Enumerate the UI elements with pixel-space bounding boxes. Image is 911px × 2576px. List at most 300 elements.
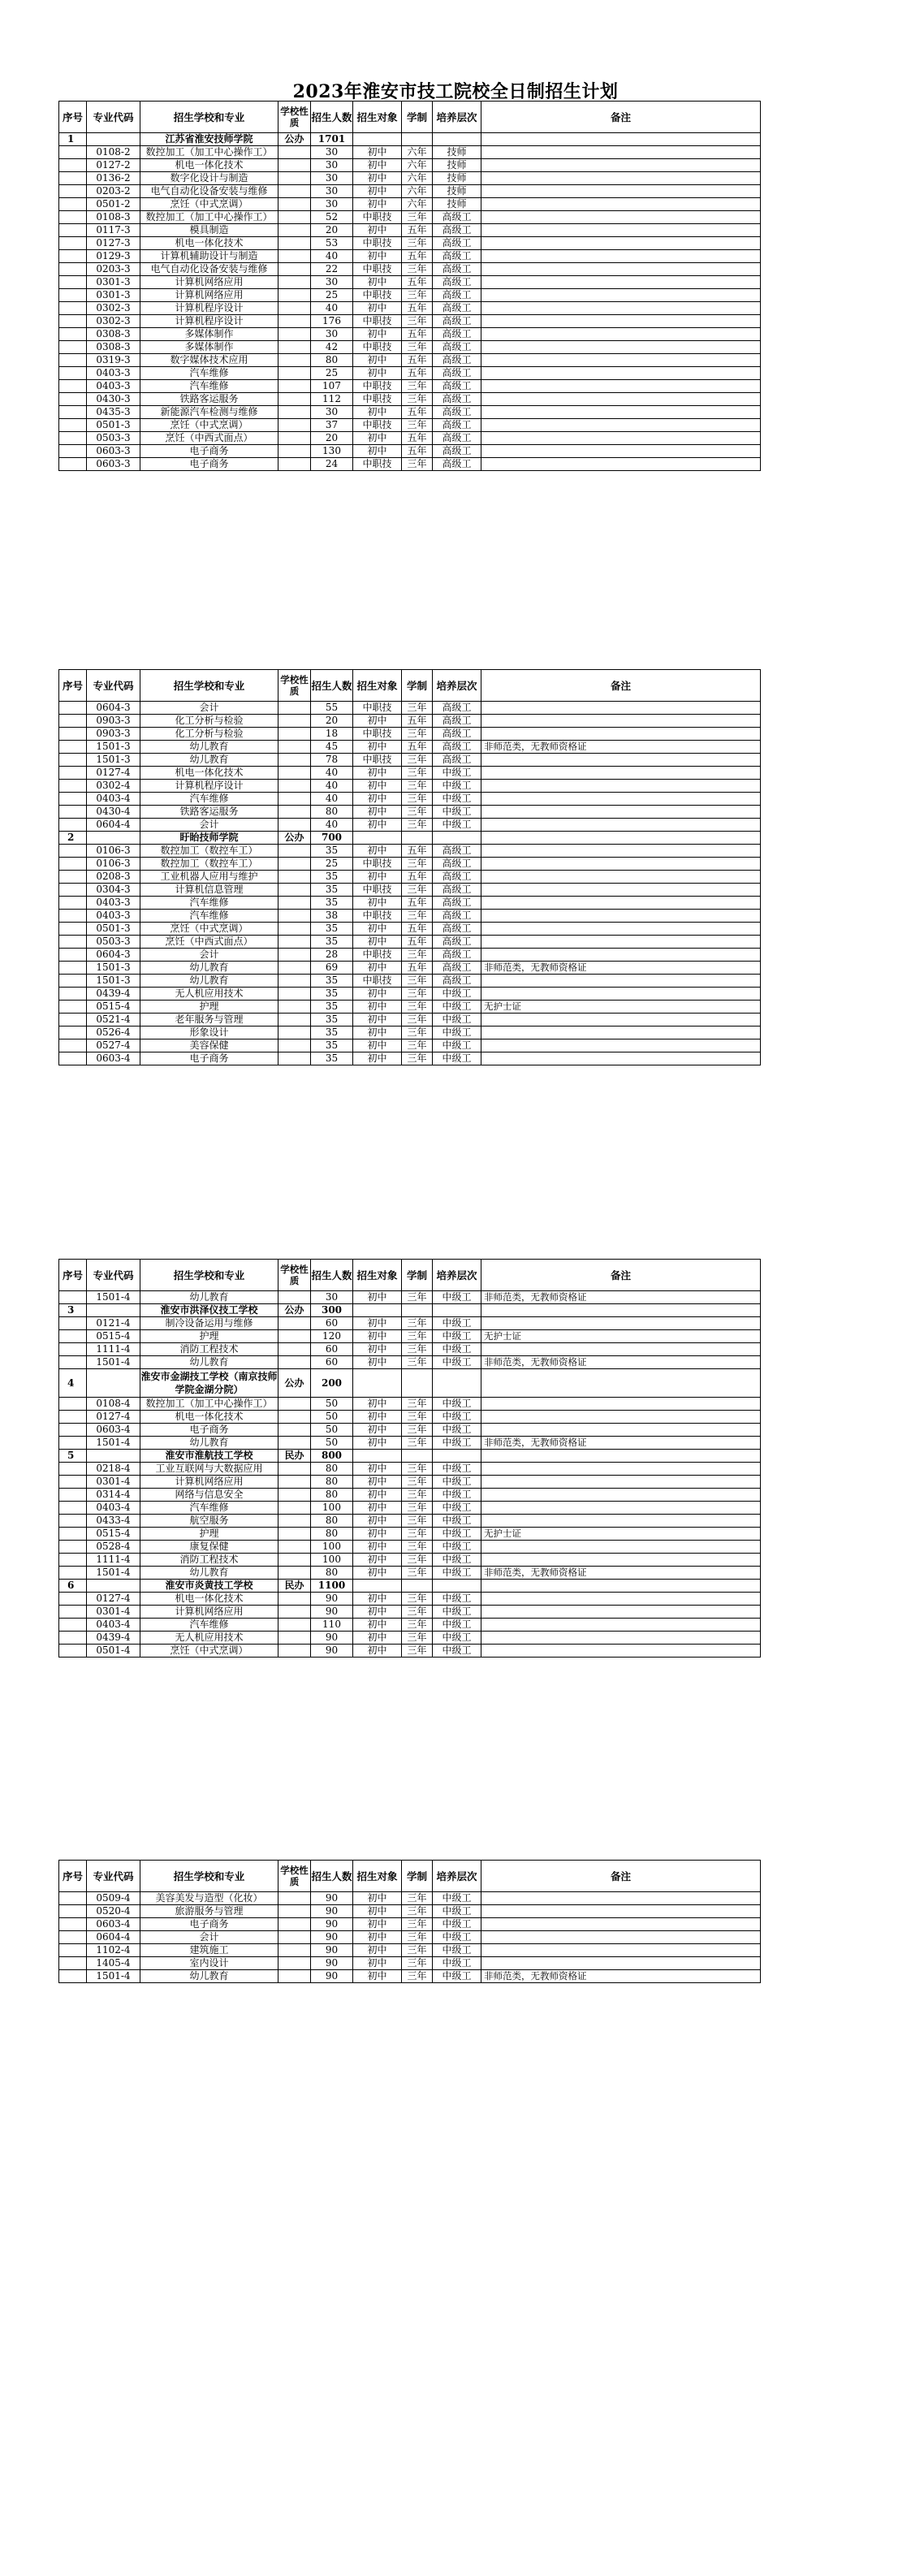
cell-program: 机电一体化技术	[140, 767, 278, 780]
cell-target: 初中	[353, 1528, 402, 1541]
cell-duration: 三年	[402, 1411, 433, 1424]
cell-remarks	[481, 276, 761, 289]
table-row	[59, 949, 761, 962]
cell-duration: 三年	[402, 1892, 433, 1905]
cell-school-type	[278, 159, 311, 172]
cell-enrollment: 40	[311, 780, 353, 793]
cell-school-type	[278, 1515, 311, 1528]
cell-remarks	[481, 328, 761, 341]
cell-target: 初中	[353, 1437, 402, 1450]
cell-target: 初中	[353, 185, 402, 198]
cell-school-type	[278, 1489, 311, 1502]
cell-target: 初中	[353, 302, 402, 315]
header-duration: 学制	[402, 670, 433, 702]
cell-level: 高级工	[433, 263, 481, 276]
cell-target: 初中	[353, 159, 402, 172]
cell-program: 护理	[140, 1528, 278, 1541]
cell-enrollment: 60	[311, 1317, 353, 1330]
table-row	[59, 884, 761, 897]
cell-target: 初中	[353, 1027, 402, 1039]
cell-remarks	[481, 172, 761, 185]
cell-remarks	[481, 949, 761, 962]
table-row	[59, 432, 761, 445]
cell-remarks	[481, 224, 761, 237]
cell-enrollment: 35	[311, 871, 353, 884]
cell-level: 中级工	[433, 1645, 481, 1658]
cell-level: 技师	[433, 172, 481, 185]
header-enrollment: 招生人数	[311, 1260, 353, 1291]
cell-enrollment: 35	[311, 923, 353, 936]
cell-program: 电子商务	[140, 1918, 278, 1931]
cell-program: 数字媒体技术应用	[140, 354, 278, 367]
cell-level: 中级工	[433, 1528, 481, 1541]
cell-program: 淮安市炎黄技工学校	[140, 1580, 278, 1593]
cell-enrollment: 700	[311, 832, 353, 845]
cell-program: 计算机网络应用	[140, 1606, 278, 1619]
table-row	[59, 1317, 761, 1330]
table-row	[59, 1437, 761, 1450]
cell-duration: 三年	[402, 767, 433, 780]
cell-level	[433, 832, 481, 845]
table-row	[59, 1489, 761, 1502]
cell-program: 计算机网络应用	[140, 289, 278, 302]
cell-level: 中级工	[433, 1567, 481, 1580]
cell-school-type	[278, 1892, 311, 1905]
cell-duration: 三年	[402, 780, 433, 793]
cell-remarks	[481, 884, 761, 897]
table-row	[59, 871, 761, 884]
table-row	[59, 1645, 761, 1658]
cell-level: 中级工	[433, 1027, 481, 1039]
cell-level: 高级工	[433, 715, 481, 728]
cell-target	[353, 1450, 402, 1463]
cell-remarks	[481, 819, 761, 832]
cell-school-type	[278, 884, 311, 897]
cell-level: 中级工	[433, 1356, 481, 1369]
cell-school-type	[278, 1398, 311, 1411]
cell-program: 幼儿教育	[140, 1437, 278, 1450]
cell-duration: 三年	[402, 1291, 433, 1304]
cell-level: 中级工	[433, 1330, 481, 1343]
cell-code: 0603-4	[87, 1424, 140, 1437]
header-target: 招生对象	[353, 102, 402, 133]
cell-seq	[59, 1039, 87, 1052]
cell-target: 初中	[353, 432, 402, 445]
cell-code: 0903-3	[87, 728, 140, 741]
cell-school-type	[278, 715, 311, 728]
cell-program: 新能源汽车检测与维修	[140, 406, 278, 419]
cell-code: 0208-3	[87, 871, 140, 884]
cell-program: 航空服务	[140, 1515, 278, 1528]
table-row	[59, 1463, 761, 1476]
cell-school-type	[278, 1356, 311, 1369]
cell-code: 0501-3	[87, 419, 140, 432]
cell-code: 0127-4	[87, 1411, 140, 1424]
cell-remarks	[481, 728, 761, 741]
cell-program: 机电一体化技术	[140, 159, 278, 172]
cell-remarks	[481, 406, 761, 419]
cell-enrollment: 30	[311, 159, 353, 172]
cell-enrollment: 40	[311, 767, 353, 780]
cell-seq	[59, 1476, 87, 1489]
cell-seq	[59, 1905, 87, 1918]
cell-program: 无人机应用技术	[140, 1632, 278, 1645]
cell-remarks	[481, 1541, 761, 1554]
cell-code: 0430-3	[87, 393, 140, 406]
cell-seq	[59, 289, 87, 302]
cell-duration	[402, 133, 433, 146]
cell-level: 中级工	[433, 1632, 481, 1645]
cell-code: 0302-3	[87, 302, 140, 315]
cell-seq	[59, 276, 87, 289]
cell-remarks	[481, 211, 761, 224]
cell-program: 数控加工（加工中心操作工）	[140, 146, 278, 159]
cell-code: 0526-4	[87, 1027, 140, 1039]
cell-duration: 三年	[402, 949, 433, 962]
header-level: 培养层次	[433, 670, 481, 702]
cell-enrollment: 40	[311, 250, 353, 263]
cell-remarks	[481, 458, 761, 471]
cell-level: 高级工	[433, 458, 481, 471]
cell-level: 技师	[433, 159, 481, 172]
cell-school-type	[278, 793, 311, 806]
cell-remarks	[481, 315, 761, 328]
cell-school-type: 公办	[278, 832, 311, 845]
cell-remarks: 非师范类，无教师资格证	[481, 741, 761, 754]
cell-target: 中职技	[353, 858, 402, 871]
table-row	[59, 767, 761, 780]
table-row	[59, 1619, 761, 1632]
cell-seq	[59, 1437, 87, 1450]
cell-remarks	[481, 702, 761, 715]
cell-remarks	[481, 1944, 761, 1957]
cell-code: 0127-4	[87, 767, 140, 780]
cell-code: 0604-4	[87, 1931, 140, 1944]
cell-level: 中级工	[433, 1502, 481, 1515]
cell-program: 铁路客运服务	[140, 393, 278, 406]
cell-level: 高级工	[433, 871, 481, 884]
cell-target: 中职技	[353, 211, 402, 224]
cell-school-type	[278, 1317, 311, 1330]
cell-level: 高级工	[433, 250, 481, 263]
cell-target: 初中	[353, 146, 402, 159]
cell-program: 计算机程序设计	[140, 315, 278, 328]
cell-duration: 三年	[402, 1931, 433, 1944]
cell-school-type	[278, 936, 311, 949]
cell-target	[353, 1304, 402, 1317]
cell-seq	[59, 1001, 87, 1014]
table-row	[59, 819, 761, 832]
cell-level: 高级工	[433, 328, 481, 341]
table-row	[59, 302, 761, 315]
cell-school-type	[278, 1554, 311, 1567]
cell-remarks	[481, 198, 761, 211]
cell-duration: 三年	[402, 1356, 433, 1369]
cell-seq	[59, 1424, 87, 1437]
cell-school-type	[278, 432, 311, 445]
cell-code: 0108-4	[87, 1398, 140, 1411]
cell-level	[433, 1450, 481, 1463]
cell-school-type	[278, 858, 311, 871]
cell-school-type	[278, 1437, 311, 1450]
cell-level: 中级工	[433, 1317, 481, 1330]
cell-remarks	[481, 897, 761, 910]
cell-level: 高级工	[433, 897, 481, 910]
cell-enrollment: 35	[311, 1052, 353, 1065]
header-code: 专业代码	[87, 102, 140, 133]
cell-seq	[59, 458, 87, 471]
cell-remarks	[481, 1645, 761, 1658]
cell-code: 0108-3	[87, 211, 140, 224]
cell-program: 工业机器人应用与维护	[140, 871, 278, 884]
cell-school-type	[278, 767, 311, 780]
table-row	[59, 858, 761, 871]
cell-remarks: 无护士证	[481, 1528, 761, 1541]
cell-program: 幼儿教育	[140, 1356, 278, 1369]
table-row	[59, 159, 761, 172]
cell-school-type	[278, 1957, 311, 1970]
cell-target: 初中	[353, 1039, 402, 1052]
cell-remarks	[481, 1489, 761, 1502]
cell-school-type	[278, 289, 311, 302]
cell-school-type	[278, 1528, 311, 1541]
cell-seq	[59, 211, 87, 224]
cell-target	[353, 832, 402, 845]
cell-seq: 1	[59, 133, 87, 146]
cell-school-type	[278, 897, 311, 910]
cell-remarks	[481, 1593, 761, 1606]
cell-program: 数字化设计与制造	[140, 172, 278, 185]
cell-duration: 三年	[402, 1515, 433, 1528]
table-row	[59, 1343, 761, 1356]
cell-code: 0403-4	[87, 793, 140, 806]
cell-remarks	[481, 1580, 761, 1593]
cell-program: 数控加工（数控车工）	[140, 845, 278, 858]
cell-level: 中级工	[433, 1437, 481, 1450]
cell-enrollment: 90	[311, 1918, 353, 1931]
cell-school-type	[278, 328, 311, 341]
cell-school-type	[278, 962, 311, 975]
cell-enrollment: 200	[311, 1369, 353, 1398]
cell-enrollment: 80	[311, 806, 353, 819]
cell-target: 初中	[353, 406, 402, 419]
cell-duration: 三年	[402, 1027, 433, 1039]
cell-code: 0604-3	[87, 702, 140, 715]
cell-enrollment: 80	[311, 354, 353, 367]
cell-code: 1501-4	[87, 1356, 140, 1369]
cell-target: 初中	[353, 923, 402, 936]
cell-remarks	[481, 367, 761, 380]
cell-code: 0136-2	[87, 172, 140, 185]
cell-target: 初中	[353, 793, 402, 806]
cell-level: 中级工	[433, 1957, 481, 1970]
cell-duration: 三年	[402, 1645, 433, 1658]
cell-remarks: 非师范类，无教师资格证	[481, 962, 761, 975]
table-row	[59, 1541, 761, 1554]
cell-enrollment: 40	[311, 302, 353, 315]
cell-seq	[59, 819, 87, 832]
cell-seq	[59, 419, 87, 432]
cell-school-type	[278, 380, 311, 393]
cell-duration: 三年	[402, 884, 433, 897]
cell-code: 0302-4	[87, 780, 140, 793]
cell-enrollment: 90	[311, 1606, 353, 1619]
cell-school-type	[278, 250, 311, 263]
cell-school-type	[278, 419, 311, 432]
table-row	[59, 1931, 761, 1944]
cell-remarks	[481, 832, 761, 845]
cell-seq	[59, 949, 87, 962]
cell-remarks	[481, 1957, 761, 1970]
cell-remarks: 非师范类，无教师资格证	[481, 1291, 761, 1304]
cell-level: 高级工	[433, 754, 481, 767]
table-row	[59, 741, 761, 754]
cell-enrollment: 130	[311, 445, 353, 458]
cell-duration: 三年	[402, 988, 433, 1001]
cell-duration: 三年	[402, 910, 433, 923]
cell-program: 汽车维修	[140, 897, 278, 910]
cell-remarks	[481, 445, 761, 458]
cell-target: 初中	[353, 1330, 402, 1343]
cell-target: 初中	[353, 1398, 402, 1411]
table-row	[59, 1014, 761, 1027]
cell-school-type	[278, 406, 311, 419]
cell-target: 中职技	[353, 341, 402, 354]
cell-program: 护理	[140, 1001, 278, 1014]
cell-code: 1501-3	[87, 962, 140, 975]
cell-level: 中级工	[433, 1606, 481, 1619]
cell-code: 0439-4	[87, 988, 140, 1001]
cell-remarks	[481, 1014, 761, 1027]
cell-enrollment: 35	[311, 897, 353, 910]
cell-level: 高级工	[433, 341, 481, 354]
cell-target: 初中	[353, 1918, 402, 1931]
cell-school-type	[278, 458, 311, 471]
cell-code: 0515-4	[87, 1001, 140, 1014]
header-seq: 序号	[59, 102, 87, 133]
table-row	[59, 923, 761, 936]
cell-target: 中职技	[353, 419, 402, 432]
cell-target: 初中	[353, 1567, 402, 1580]
cell-level: 高级工	[433, 380, 481, 393]
cell-remarks	[481, 1398, 761, 1411]
cell-level: 中级工	[433, 1463, 481, 1476]
cell-program: 江苏省淮安技师学院	[140, 133, 278, 146]
cell-remarks	[481, 806, 761, 819]
table-row	[59, 1356, 761, 1369]
cell-enrollment: 90	[311, 1944, 353, 1957]
cell-seq	[59, 1528, 87, 1541]
cell-enrollment: 37	[311, 419, 353, 432]
cell-target: 初中	[353, 1052, 402, 1065]
header-enrollment: 招生人数	[311, 102, 353, 133]
header-school-type: 学校性质	[278, 1260, 311, 1291]
cell-target: 初中	[353, 936, 402, 949]
cell-target: 初中	[353, 715, 402, 728]
cell-duration: 六年	[402, 172, 433, 185]
cell-code: 0301-3	[87, 289, 140, 302]
cell-enrollment: 69	[311, 962, 353, 975]
cell-school-type	[278, 1463, 311, 1476]
cell-level: 高级工	[433, 367, 481, 380]
cell-seq	[59, 1944, 87, 1957]
cell-code: 0509-4	[87, 1892, 140, 1905]
cell-enrollment: 20	[311, 715, 353, 728]
cell-target: 初中	[353, 988, 402, 1001]
cell-program: 护理	[140, 1330, 278, 1343]
table-row	[59, 1905, 761, 1918]
cell-school-type	[278, 1541, 311, 1554]
cell-school-type	[278, 1343, 311, 1356]
cell-code: 0203-2	[87, 185, 140, 198]
cell-enrollment: 60	[311, 1356, 353, 1369]
cell-school-type	[278, 341, 311, 354]
cell-duration: 五年	[402, 936, 433, 949]
cell-code: 0903-3	[87, 715, 140, 728]
cell-duration: 三年	[402, 1632, 433, 1645]
cell-school-type	[278, 315, 311, 328]
cell-seq	[59, 1398, 87, 1411]
table-row	[59, 715, 761, 728]
cell-level: 中级工	[433, 1541, 481, 1554]
cell-seq	[59, 250, 87, 263]
cell-duration: 三年	[402, 263, 433, 276]
cell-remarks	[481, 780, 761, 793]
cell-remarks	[481, 432, 761, 445]
table-row	[59, 806, 761, 819]
cell-code: 0433-4	[87, 1515, 140, 1528]
cell-remarks	[481, 1554, 761, 1567]
cell-remarks	[481, 923, 761, 936]
cell-duration: 三年	[402, 1343, 433, 1356]
cell-target: 初中	[353, 1515, 402, 1528]
header-seq: 序号	[59, 1861, 87, 1892]
cell-seq	[59, 1515, 87, 1528]
cell-code: 0308-3	[87, 341, 140, 354]
cell-target: 中职技	[353, 289, 402, 302]
cell-remarks	[481, 250, 761, 263]
cell-program: 数控加工（数控车工）	[140, 858, 278, 871]
cell-code: 0301-3	[87, 276, 140, 289]
cell-remarks	[481, 185, 761, 198]
cell-level: 中级工	[433, 1892, 481, 1905]
cell-remarks	[481, 910, 761, 923]
table-row	[59, 380, 761, 393]
cell-target: 初中	[353, 806, 402, 819]
header-remarks: 备注	[481, 670, 761, 702]
cell-program: 旅游服务与管理	[140, 1905, 278, 1918]
cell-code: 0218-4	[87, 1463, 140, 1476]
table-header-row	[59, 1861, 761, 1892]
cell-duration: 五年	[402, 250, 433, 263]
cell-code: 1501-4	[87, 1970, 140, 1983]
header-level: 培养层次	[433, 102, 481, 133]
cell-duration: 三年	[402, 211, 433, 224]
page-title: 2023年淮安市技工院校全日制招生计划	[292, 81, 619, 102]
cell-code: 0603-3	[87, 458, 140, 471]
cell-seq	[59, 354, 87, 367]
cell-enrollment: 42	[311, 341, 353, 354]
cell-seq	[59, 341, 87, 354]
table-row	[59, 419, 761, 432]
cell-enrollment: 60	[311, 1343, 353, 1356]
cell-target: 初中	[353, 1463, 402, 1476]
cell-enrollment: 100	[311, 1502, 353, 1515]
cell-enrollment: 110	[311, 1619, 353, 1632]
cell-enrollment: 25	[311, 367, 353, 380]
header-duration: 学制	[402, 1861, 433, 1892]
cell-target: 初中	[353, 1957, 402, 1970]
